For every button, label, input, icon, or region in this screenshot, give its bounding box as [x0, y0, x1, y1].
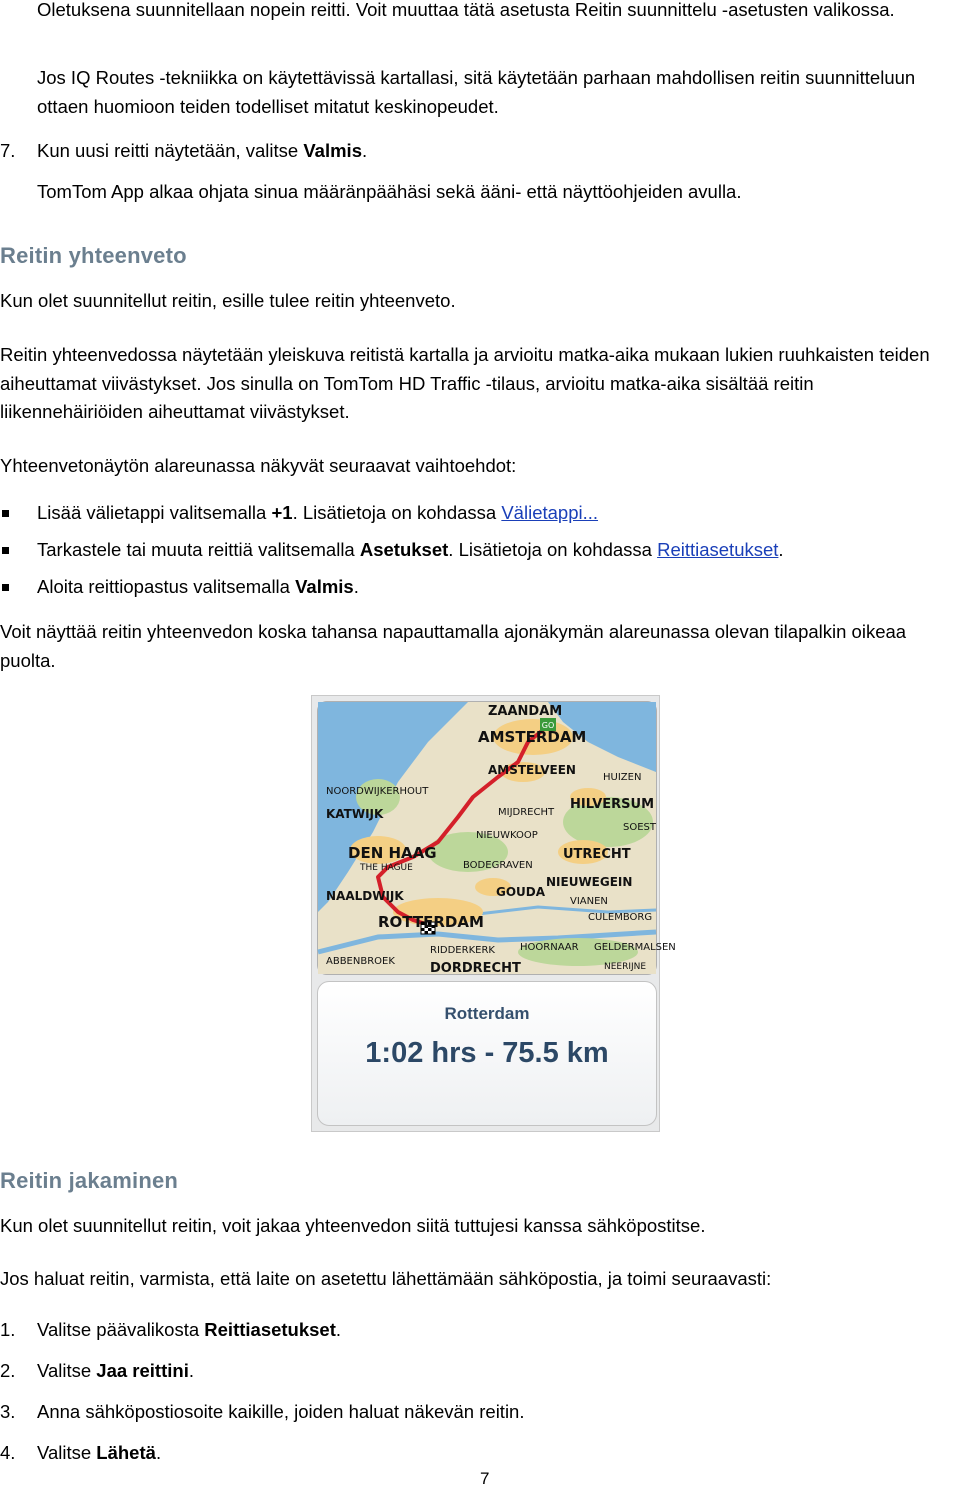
svg-text:HILVERSUM: HILVERSUM: [570, 797, 655, 812]
svg-text:GO: GO: [541, 721, 555, 730]
sharing-paragraph-1: Kun olet suunnitellut reitin, voit jakaa yhteenvedon siitä tuttujesi kanssa sähköpostitse.: [0, 1215, 706, 1236]
svg-text:UTRECHT: UTRECHT: [563, 847, 631, 862]
summary-paragraph-4: Voit näyttää reitin yhteenvedon koska tahansa napauttamalla ajonäkymän alareunassa olevan tilapalkin oikeaa puolta.: [0, 621, 907, 671]
sharing-paragraph-2: Jos haluat reitin, varmista, että laite on asetettu lähettämään sähköpostia, ja toimi seuraavasti:: [0, 1268, 772, 1289]
svg-text:NOORDWIJKERHOUT: NOORDWIJKERHOUT: [326, 786, 429, 797]
bullet-icon: [2, 547, 9, 554]
svg-text:ZAANDAM: ZAANDAM: [488, 704, 563, 719]
link-reittiasetukset[interactable]: Reittiasetukset: [657, 539, 779, 560]
intro-paragraph-1: Oletuksena suunnitellaan nopein reitti. Voit muuttaa tätä asetusta Reitin suunnittelu -asetusten valikossa.: [37, 0, 895, 20]
svg-text:AMSTERDAM: AMSTERDAM: [478, 728, 587, 746]
summary-paragraph-3: Yhteenvetonäytön alareunassa näkyvät seuraavat vaihtoehdot:: [0, 455, 517, 476]
svg-text:GOUDA: GOUDA: [496, 885, 546, 899]
intro-paragraph-2: Jos IQ Routes -tekniikka on käytettävissä kartallasi, sitä käytetään parhaan mahdollisen reitin suunnitteluun ottaen huomioon teiden todelliset mitatut keskinopeudet.: [37, 67, 916, 117]
list-item: Aloita reittiopastus valitsemalla Valmis.: [0, 573, 955, 601]
list-item: Lisää välietappi valitsemalla +1. Lisätietoja on kohdassa Välietappi...: [0, 499, 955, 527]
intro-paragraph-3: TomTom App alkaa ohjata sinua määränpäähäsi sekä ääni- että näyttöohjeiden avulla.: [37, 181, 742, 202]
section-heading-summary: Reitin yhteenveto: [0, 243, 187, 268]
page-number: 7: [480, 1469, 490, 1488]
svg-text:THE HAGUE: THE HAGUE: [360, 863, 413, 873]
svg-text:NEERIJNE: NEERIJNE: [604, 962, 647, 972]
svg-text:ROTTERDAM: ROTTERDAM: [378, 913, 484, 931]
destination-name: Rotterdam: [444, 1004, 530, 1023]
svg-text:DORDRECHT: DORDRECHT: [430, 961, 521, 976]
svg-text:CULEMBORG: CULEMBORG: [588, 912, 653, 923]
summary-paragraph-1: Kun olet suunnitellut reitin, esille tulee reitin yhteenveto.: [0, 290, 456, 311]
route-summary-screenshot: [311, 695, 676, 1132]
svg-text:DEN HAAG: DEN HAAG: [348, 844, 437, 862]
link-valietappi[interactable]: Välietappi...: [501, 502, 599, 523]
svg-text:AMSTELVEEN: AMSTELVEEN: [488, 763, 576, 777]
valmis-label: Valmis: [303, 140, 362, 161]
svg-text:HUIZEN: HUIZEN: [603, 772, 642, 783]
section-heading-sharing: Reitin jakaminen: [0, 1168, 179, 1193]
bullet-icon: [2, 584, 9, 591]
svg-text:NIEUWEGEIN: NIEUWEGEIN: [546, 875, 633, 889]
svg-text:SOEST: SOEST: [623, 822, 656, 833]
route-summary-panel[interactable]: [317, 981, 657, 1126]
bullet-icon: [2, 510, 9, 517]
travel-time-distance: 1:02 hrs - 75.5 km: [365, 1037, 609, 1069]
svg-text:VIANEN: VIANEN: [570, 896, 608, 907]
step-number: 7.: [0, 140, 16, 161]
summary-paragraph-2: Reitin yhteenvedossa näytetään yleiskuva reitistä kartalla ja arvioitu matka-aika mukaan lukien ruuhkaisten teiden aiheuttamat viivästykset. Jos sinulla on TomTom HD Traffic -tilaus, arvioitu matka-aika sisältää reitin liikennehäiriöiden aiheuttamat viivästykset.: [0, 344, 930, 422]
svg-text:BODEGRAVEN: BODEGRAVEN: [463, 860, 533, 871]
route-map[interactable]: [317, 701, 676, 976]
svg-text:HOORNAAR: HOORNAAR: [520, 942, 579, 953]
svg-text:RIDDERKERK: RIDDERKERK: [430, 945, 495, 956]
svg-text:KATWIJK: KATWIJK: [326, 807, 384, 821]
svg-text:NIEUWKOOP: NIEUWKOOP: [476, 830, 538, 841]
list-item: Tarkastele tai muuta reittiä valitsemalla Asetukset. Lisätietoja on kohdassa Reittiasetukset.: [0, 536, 955, 564]
svg-text:MIJDRECHT: MIJDRECHT: [498, 807, 555, 818]
svg-text:NAALDWIJK: NAALDWIJK: [326, 889, 404, 903]
svg-text:ABBENBROEK: ABBENBROEK: [326, 956, 395, 967]
svg-text:GELDERMALSEN: GELDERMALSEN: [594, 942, 676, 953]
